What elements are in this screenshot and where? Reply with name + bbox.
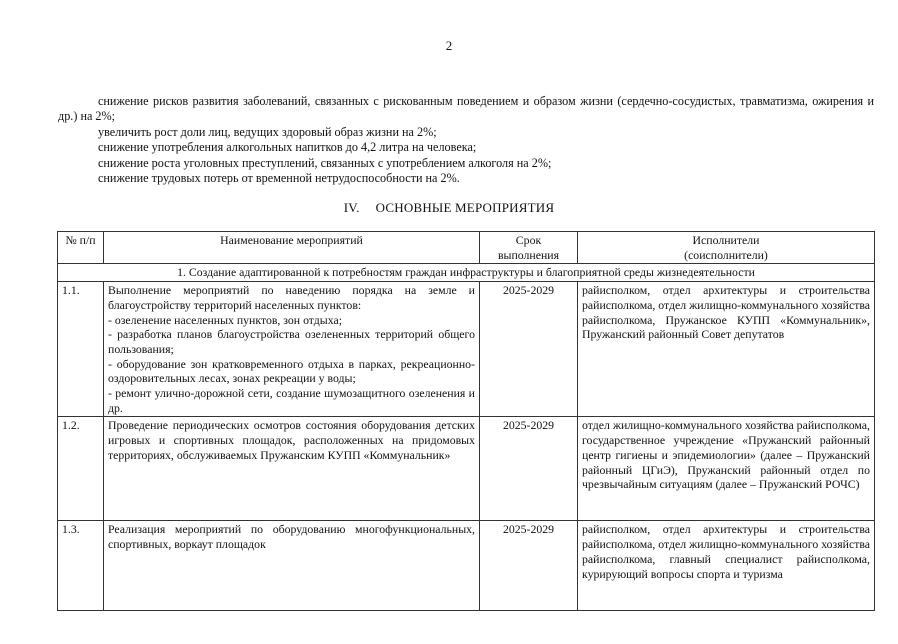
intro-paragraph: снижение рисков развития заболеваний, связанных с рискованным поведением и образом жизни (сердечно-сосудистых, травматизма, ожирения и др.) на 2%;	[58, 94, 874, 124]
measure-line: Проведение периодических осмотров состояния оборудования детских игровых и спортивных площадок, расположенных на придомовых территориях, обслуживаемых Пружанским КУПП «Коммунальник»	[108, 418, 475, 462]
measure-line: - разработка планов благоустройства озелененных территорий общего пользования;	[108, 327, 475, 356]
row-measure-name	[104, 282, 480, 417]
row-number: 1.2.	[58, 417, 104, 521]
table-header-row	[58, 232, 875, 264]
row-measure-name	[104, 521, 480, 611]
row-term: 2025-2029	[480, 521, 578, 611]
row-executors: отдел жилищно-коммунального хозяйства райисполкома, государственное учреждение «Пружанский районный центр гигиены и эпидемиологии» (далее – Пружанский районный ЦГиЭ), Пружанский районный отдел по чрезвычайным ситуациям (далее – Пружанский РОЧС)	[578, 417, 875, 521]
intro-paragraph: снижение трудовых потерь от временной нетрудоспособности на 2%.	[98, 171, 460, 186]
intro-paragraph: снижение роста уголовных преступлений, связанных с употреблением алкоголя на 2%;	[98, 155, 552, 170]
table-section-title: 1. Создание адаптированной к потребностям граждан инфраструктуры и благоприятной среды жизнедеятельности	[58, 264, 875, 282]
row-executors: райисполком, отдел архитектуры и строительства райисполкома, отдел жилищно-коммунального хозяйства райисполкома, главный специалист райисполкома, курирующий вопросы спорта и туризма	[578, 521, 875, 611]
intro-text	[58, 94, 874, 186]
measure-line: Выполнение мероприятий по наведению порядка на земле и благоустройству территорий населенных пунктов:	[108, 283, 475, 312]
row-term: 2025-2029	[480, 417, 578, 521]
header-executors	[578, 232, 875, 264]
table-section-row	[58, 264, 875, 282]
row-executors: райисполком, отдел архитектуры и строительства райисполкома, отдел жилищно-коммунального хозяйства райисполкома, Пружанское КУПП «Коммунальник», Пружанский районный Совет депутатов	[578, 282, 875, 417]
measures-table	[57, 231, 875, 611]
intro-paragraph: увеличить рост доли лиц, ведущих здоровый образ жизни на 2%;	[98, 124, 437, 139]
header-name: Наименование мероприятий	[104, 232, 480, 264]
header-executors-line1: Исполнители	[692, 233, 760, 247]
table-row	[58, 521, 875, 611]
header-executors-line2: (соисполнители)	[684, 247, 768, 262]
measure-line: Реализация мероприятий по оборудованию многофункциональных, спортивных, воркаут площадок	[108, 522, 475, 552]
table-row	[58, 417, 875, 521]
page-number: 2	[445, 38, 453, 53]
row-number: 1.1.	[58, 282, 104, 417]
table-row	[58, 282, 875, 417]
row-measure-name	[104, 417, 480, 521]
intro-paragraph: снижение употребления алкогольных напитков до 4,2 литра на человека;	[98, 140, 477, 155]
section-number: IV.	[343, 200, 360, 215]
section-title: ОСНОВНЫЕ МЕРОПРИЯТИЯ	[375, 200, 555, 215]
row-term: 2025-2029	[480, 282, 578, 417]
header-term: Срок выполнения	[480, 232, 578, 264]
row-number: 1.3.	[58, 521, 104, 611]
measure-line: - озеленение населенных пунктов, зон отдыха;	[108, 312, 342, 327]
measure-line: - оборудование зон кратковременного отдыха в парках, рекреационно-оздоровительных лесах, зонах рекреации у воды;	[108, 356, 475, 386]
header-num: № п/п	[58, 232, 104, 264]
section-heading	[0, 200, 898, 216]
measure-line: - ремонт улично-дорожной сети, создание шумозащитного озеленения и др.	[108, 386, 475, 415]
